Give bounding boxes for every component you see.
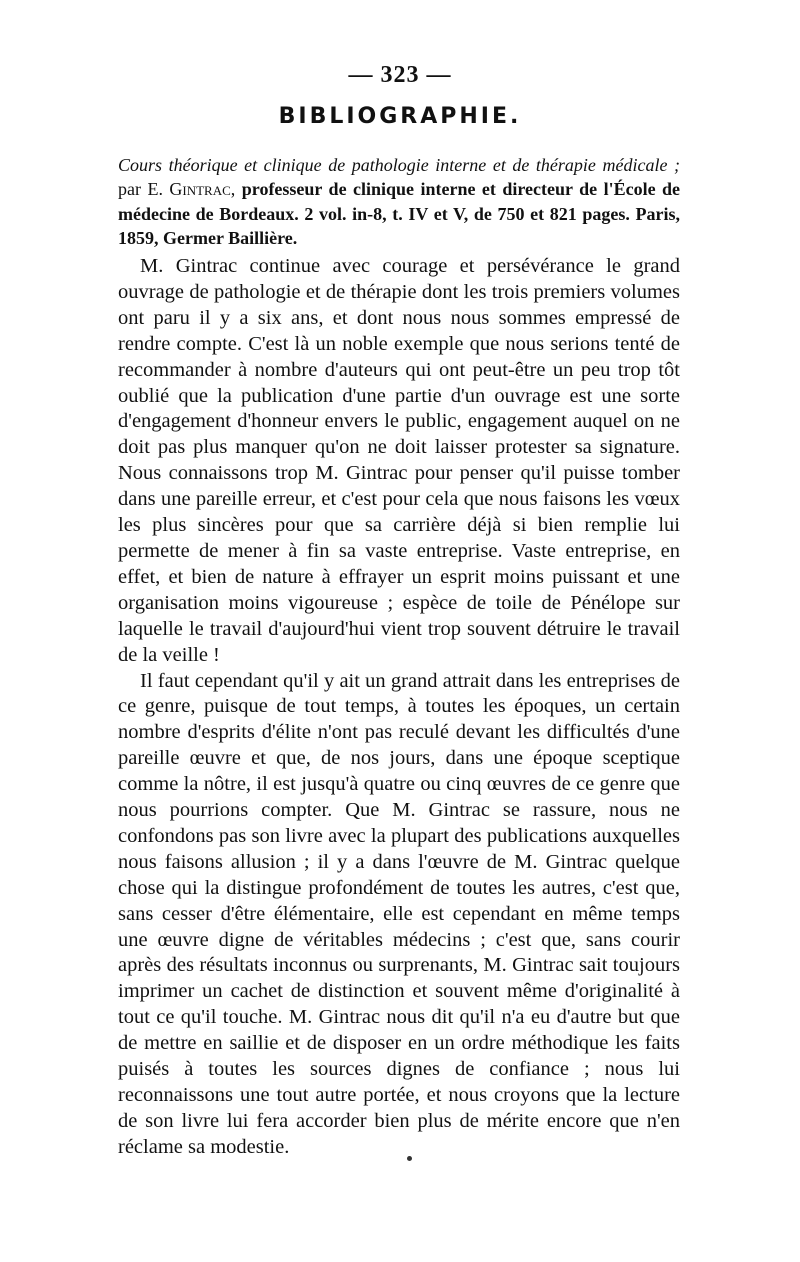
body-paragraph-1: M. Gintrac continue avec courage et persévérance le grand ouvrage de pathologie et de thérapie dont les trois premiers volumes ont paru il y a six ans, et dont nous nous sommes empressé de rendre compte. C'est là un noble exemple que nous serions tenté de recommander à nombre d'auteurs qui ont peut-être un peu trop tôt oublié que la publication d'une partie d'un ouvrage est une sorte d'engagement d'honneur envers le public, engagement auquel on ne doit pas plus manquer qu'on ne doit laisser protester sa signature. Nous connaissons trop M. Gintrac pour penser qu'il puisse tomber dans une pareille erreur, et c'est pour cela que nous faisons les vœux les plus sincères pour que sa carrière déjà si bien remplie lui permette de mener à fin sa vaste entreprise. Vaste entreprise, en effet, et bien de nature à effrayer un esprit moins puissant et une organisation moins vigoureuse ; espèce de toile de Pénélope sur laquelle le travail d'aujourd'hui vient trop souvent détruire le travail de la veille ! <box>118 255 680 666</box>
review-body <box>118 254 680 1161</box>
bibliographic-citation <box>118 153 680 250</box>
citation-details: professeur de clinique interne et directeur de l'École de médecine de Bordeaux. 2 vol. in-8, t. IV et V, de 750 et 821 pages. Paris, 1859, Germer Baillière. <box>118 179 681 248</box>
citation-title: Cours théorique et clinique de pathologie interne et de thérapie médicale ; <box>118 155 680 175</box>
page-number: — 323 — <box>348 62 452 88</box>
body-paragraph-2: Il faut cependant qu'il y ait un grand attrait dans les entreprises de ce genre, puisque de tout temps, à toutes les époques, un certain nombre d'esprits d'élite n'ont pas reculé devant les difficultés d'une pareille œuvre et que, de nos jours, dans une époque sceptique comme la nôtre, il est jusqu'à quatre ou cinq œuvres de ce genre que nous pourrions compter. Que M. Gintrac se rassure, nous ne confondons pas son livre avec la plupart des publications auxquelles nous faisons allusion ; il y a dans l'œuvre de M. Gintrac quelque chose qui la distingue profondément de toutes les autres, c'est que, sans cesser d'être élémentaire, elle est cependant en même temps une œuvre digne de véritables médecins ; c'est que, sans courir après des résultats inconnus ou surprenants, M. Gintrac sait toujours imprimer un cachet de distinction et souvent même d'originalité à tout ce qu'il touche. M. Gintrac nous dit qu'il n'a eu d'autre but que de mettre en saillie et de disposer en un ordre méthodique les faits puisés à toutes les sources dignes de confiance ; nous lui reconnaissons une tout autre portée, et nous croyons que la lecture de son livre lui fera accorder bien plus de mérite encore que n'en réclame sa modestie. <box>118 669 680 1158</box>
section-title: BIBLIOGRAPHIE. <box>278 104 522 129</box>
citation-author: E. Gintrac, <box>147 179 236 200</box>
citation-connector: par <box>118 179 141 200</box>
printed-dot-mark <box>407 1156 412 1161</box>
